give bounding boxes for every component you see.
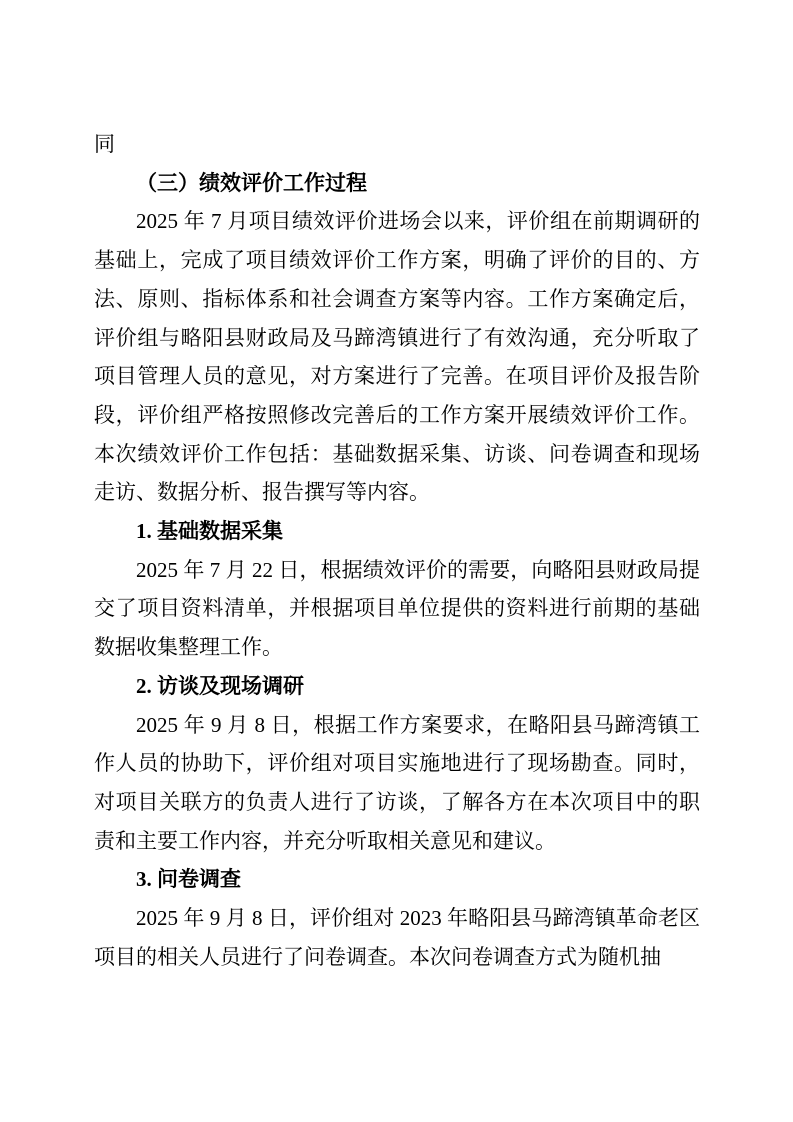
subheading-interview-field-research: 2. 访谈及现场调研 [136,673,304,698]
paragraph-questionnaire-survey: 2025 年 9 月 8 日，评价组对 2023 年略阳县马蹄湾镇革命老区项目的相关人员进行了问卷调查。本次问卷调查方式为随机抽 [94,906,700,969]
subheading-basic-data-collection: 1. 基础数据采集 [136,519,283,544]
subheading-questionnaire-survey: 3. 问卷调查 [136,867,241,892]
paragraph-basic-data-collection: 2025 年 7 月 22 日，根据绩效评价的需要，向略阳县财政局提交了项目资料清单，并根据项目单位提供的资料进行前期的基础数据收集整理工作。 [94,557,700,660]
carryover-text: 同 [94,132,115,156]
paragraph-evaluation-overview: 2025 年 7 月项目绩效评价进场会以来，评价组在前期调研的基础上，完成了项目绩效评价工作方案，明确了评价的目的、方法、原则、指标体系和社会调查方案等内容。工作方案确定后，评价组与略阳县财政局及马蹄湾镇进行了有效沟通，充分听取了项目管理人员的意见，对方案进行了完善。在项目评价及报告阶段，评价组严格按照修改完善后的工作方案开展绩效评价工作。本次绩效评价工作包括：基础数据采集、访谈、问卷调查和现场走访、数据分析、报告撰写等内容。 [94,209,700,505]
section-heading-evaluation-process: （三）绩效评价工作过程 [136,170,367,195]
paragraph-interview-field-research: 2025 年 9 月 8 日，根据工作方案要求，在略阳县马蹄湾镇工作人员的协助下，评价组对项目实施地进行了现场勘查。同时，对项目关联方的负责人进行了访谈，了解各方在本次项目中的职责和主要工作内容，并充分听取相关意见和建议。 [94,712,700,853]
